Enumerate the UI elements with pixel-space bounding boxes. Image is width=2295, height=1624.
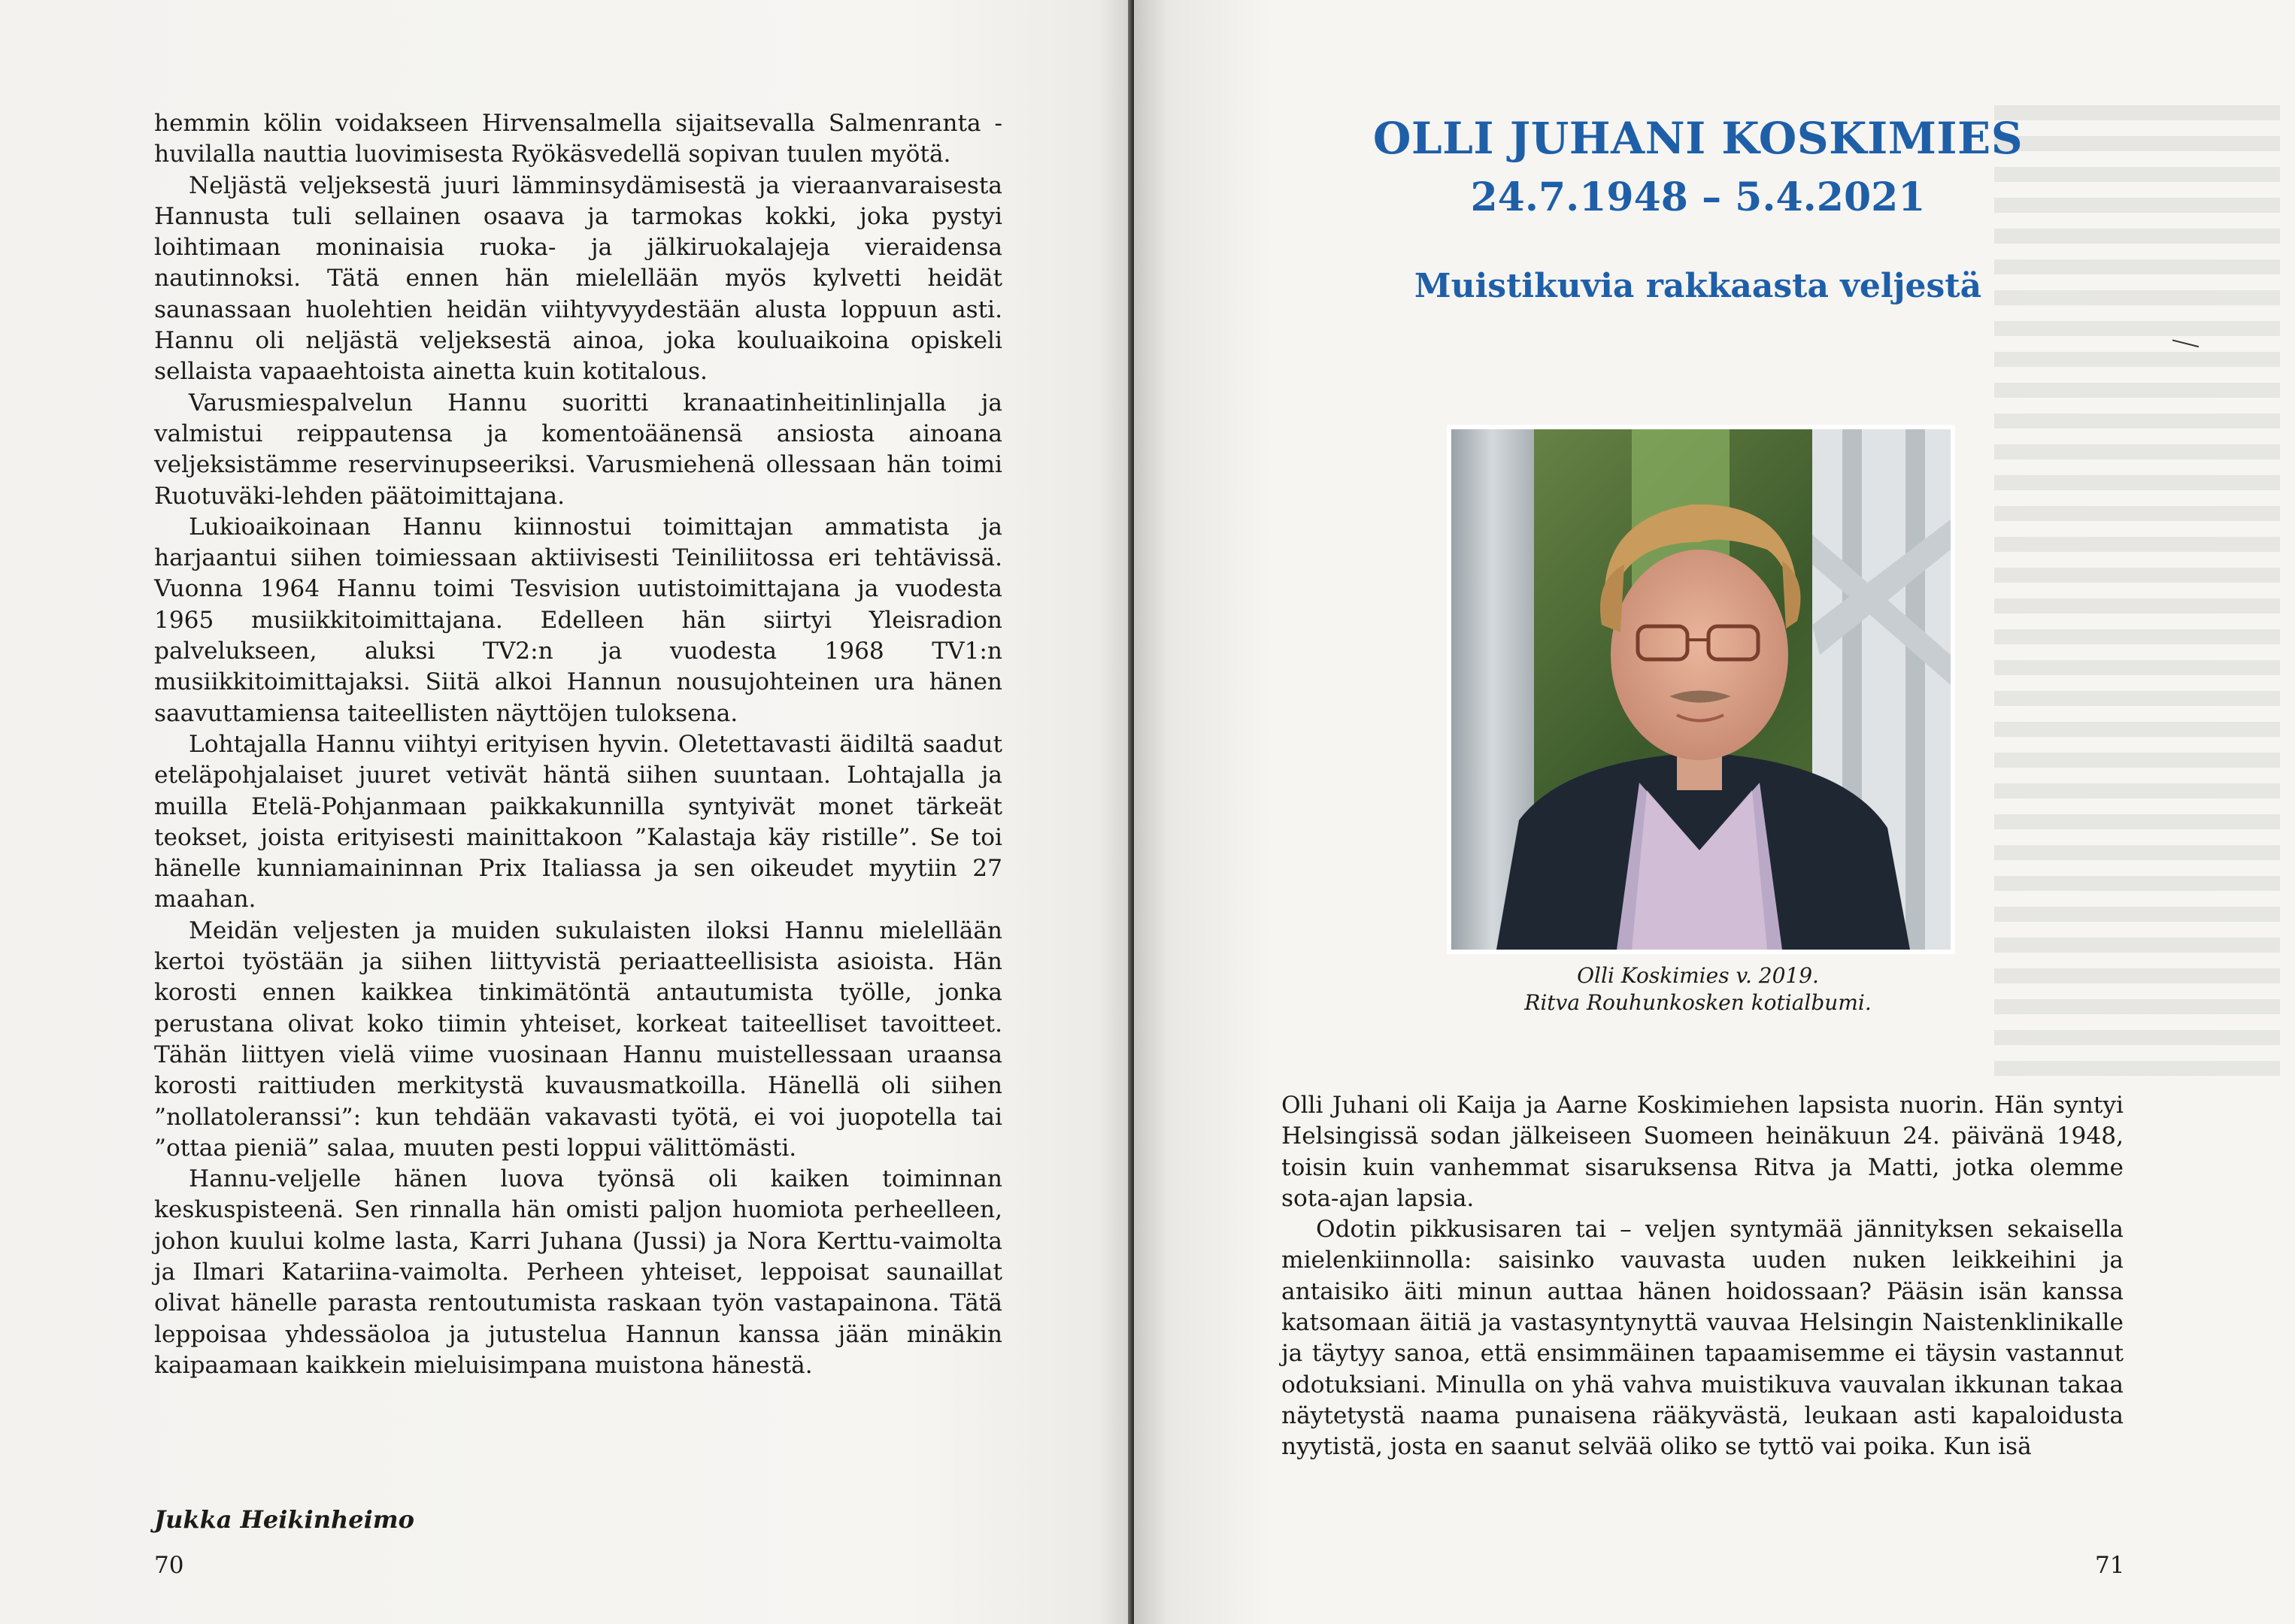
obituary-name-heading: OLLI JUHANI KOSKIMIES (1372, 113, 2024, 164)
left-paragraph-3: Varusmiespalvelun Hannu suoritti kranaatinheitinlinjalla ja valmistui reippautensa ja komentoäänensä ansiosta ainoana veljeksistämme reservinupseeriksi. Varusmiehenä ollessaan hän toimi Ruotuväki-lehden päätoimittajana. (154, 389, 1002, 510)
left-paragraph-7: Hannu-veljelle hänen luova työnsä oli kaiken toiminnan keskuspisteenä. Sen rinnalla hän omisti paljon huomiota perheelleen, johon kuului kolme lasta, Karri Juhana (Jussi) ja Nora Kerttu-vaimolta ja Ilmari Katariina-vaimolta. Perheen yhteiset, leppoisat saunaillat olivat hänelle parasta rentoutumista raskaan työn vastapainona. Tätä leppoisaa yhdessäoloa ja jutustelua Hannun kanssa jään minäkin kaipaamaan kaikkein mieluisimpana muistona hänestä. (154, 1165, 1002, 1379)
show-through-text (1994, 105, 2280, 1083)
right-page (1134, 0, 2295, 1624)
left-paragraph-1: hemmin kölin voidakseen Hirvensalmella sijaitsevalla Salmenranta -huvilalla nauttia luovimisesta Ryökäsvedellä sopivan tuulen myötä. (154, 110, 1002, 168)
left-paragraph-4: Lukioaikoinaan Hannu kiinnostui toimittajan ammatista ja harjaantui siihen toimiessaan aktiivisesti Teiniliitossa eri tehtävissä. Vuonna 1964 Hannu toimi Tesvision uutistoimittajana ja vuodesta 1965 musiikkitoimittajana. Edelleen hän siirtyi Yleisradion palvelukseen, aluksi TV2:n ja vuodesta 1968 TV1:n musiikkitoimittajaksi. Siitä alkoi Hannun nousujohteinen ura hänen saavuttamiensa taiteellisten näyttöjen tuloksena. (154, 513, 1002, 727)
photo-caption-line-1: Olli Koskimies v. 2019. (1577, 963, 1819, 988)
left-paragraph-2: Neljästä veljeksestä juuri lämminsydämisestä ja vieraanvaraisesta Hannusta tuli sellainen osaava ja tarmokas kokki, joka pystyi loihtimaan moninaisia ruoka- ja jälkiruokalajeja vieraidensa nautinnoksi. Tätä ennen hän mielellään myös kylvetti heidät saunassaan huolehtien heidän viihtyvyydestään alusta loppuun asti. Hannu oli neljästä veljeksestä ainoa, joka kouluaikoina opiskeli sellaista vapaaehtoista ainetta kuin kotitalous. (154, 171, 1002, 386)
left-paragraph-6: Meidän veljesten ja muiden sukulaisten iloksi Hannu mielellään kertoi työstään ja siihen liittyvistä periaatteellisista asioista. Hän korosti ennen kaikkea tinkimätöntä antautumista työlle, jonka perustana olivat koko tiimin yhteiset, korkeat taiteelliset tavoitteet. Tähän liittyen vielä viime vuosinaan Hannu muistellessaan uraansa korosti raittiuden merkitystä kuvausmatkoilla. Hänellä oli siihen ”nollatoleranssi”: kun tehdään vakavasti työtä, ei voi juopotella tai ”ottaa pieniä” salaa, muuten pesti loppui välittömästi. (154, 917, 1002, 1162)
right-paragraph-1: Olli Juhani oli Kaija ja Aarne Koskimiehen lapsista nuorin. Hän syntyi Helsingissä sodan jälkeiseen Suomeen heinäkuun 24. päivänä 1948, toisin kuin vanhemmat sisaruksensa Ritva ja Matti, jotka olemme sota-ajan lapsia. (1281, 1092, 2124, 1212)
portrait-photo-frame (1447, 425, 1955, 954)
obituary-subtitle: Muistikuvia rakkaasta veljestä (1414, 267, 1982, 305)
page-number-right: 71 (2095, 1552, 2125, 1579)
left-paragraph-5: Lohtajalla Hannu viihtyi erityisen hyvin. Oletettavasti äidiltä saadut eteläpohjalaiset juuret vetivät häntä siihen suuntaan. Lohtajalla ja muilla Etelä-Pohjanmaan paikkakunnilla syntyivät monet tärkeät teokset, joista erityisesti mainittakoon ”Kalastaja käy ristille”. Se toi hänelle kunniamaininnan Prix Italiassa ja sen oikeudet myytiin 27 maahan. (154, 730, 1002, 914)
left-page-body (154, 108, 1002, 1381)
author-signature: Jukka Heikinheimo (154, 1505, 414, 1534)
photo-caption-line-2: Ritva Rouhunkosken kotialbumi. (1524, 990, 1872, 1015)
obituary-dates-heading: 24.7.1948 – 5.4.2021 (1470, 174, 1926, 220)
right-page-body (1281, 1090, 2124, 1463)
page-number-left: 70 (154, 1552, 184, 1579)
right-paragraph-2: Odotin pikkusisaren tai – veljen syntymää jännityksen sekaisella mielenkiinnolla: saisinko vauvasta uuden nuken leikkeihini ja antaisiko äiti minun auttaa hänen hoidossaan? Pääsin isän kanssa katsomaan äitiä ja vastasyntynyttä vauvaa Helsingin Naistenklinikalle ja täytyy sanoa, että ensimmäinen tapaamisemme ei täysin vastannut odotuksiani. Minulla on yhä vahva muistikuva vauvalan ikkunan takaa näytetystä naama punaisena rääkyvästä, leukaan asti kapaloidusta nyytistä, josta en saanut selvää oliko se tyttö vai poika. Kun isä (1281, 1216, 2124, 1461)
portrait-photo (1451, 429, 1951, 950)
left-page (0, 0, 1134, 1624)
